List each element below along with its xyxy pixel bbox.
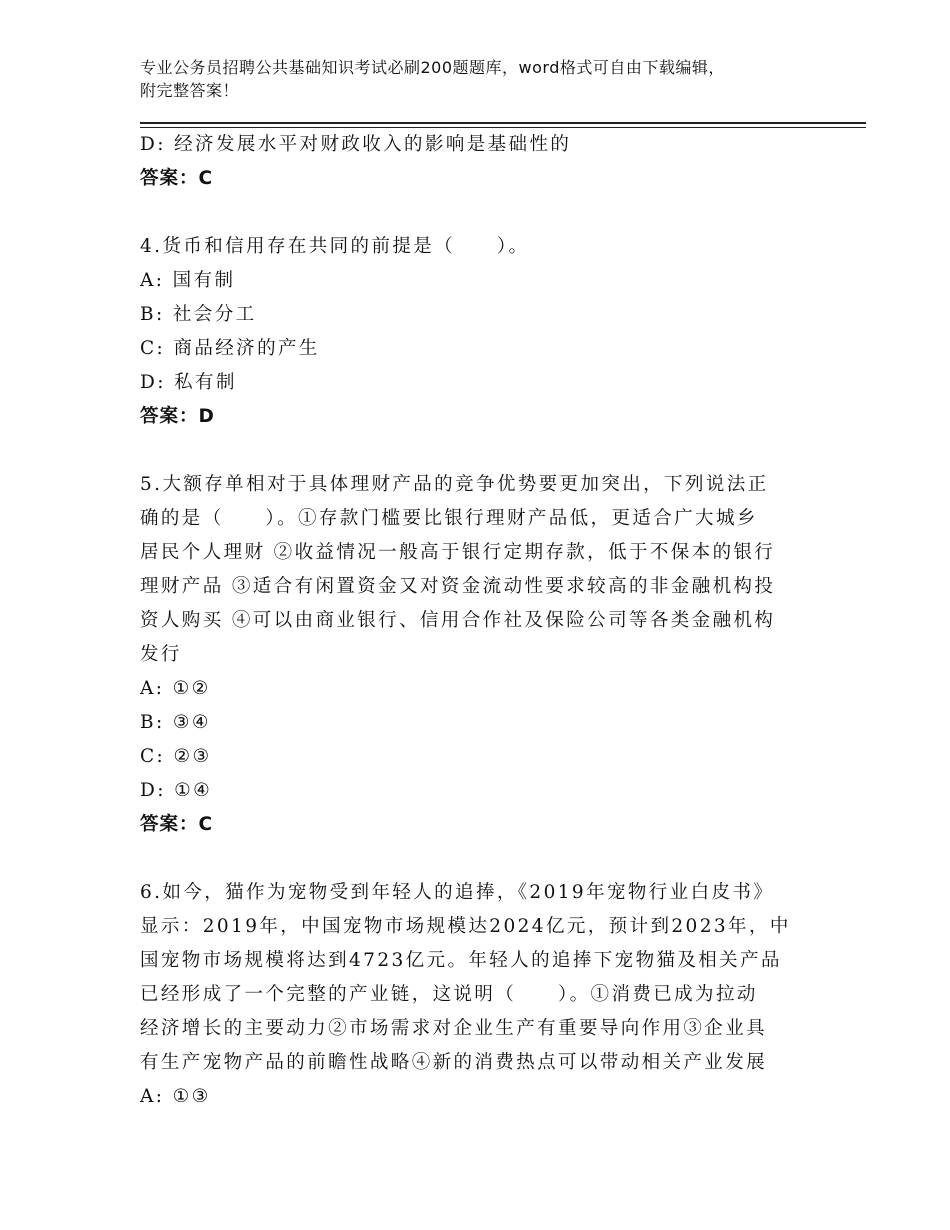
header-rule-thick bbox=[140, 122, 866, 124]
question-content bbox=[140, 128, 810, 1114]
q5-option-d: D: ①④ bbox=[140, 780, 213, 801]
q4-option-a: A: 国有制 bbox=[140, 270, 236, 291]
spacer bbox=[140, 196, 810, 230]
header-line-2: 附完整答案！ bbox=[140, 81, 240, 100]
q6-stem-line: 经济增长的主要动力②市场需求对企业生产有重要导向作用③企业具 bbox=[140, 1018, 768, 1039]
q4-option-d: D: 私有制 bbox=[140, 372, 237, 393]
header-line-1: 专业公务员招聘公共基础知识考试必刷200题题库，word格式可自由下载编辑， bbox=[140, 58, 725, 77]
q4-option-c: C: 商品经济的产生 bbox=[140, 338, 320, 359]
q6-stem-line: 6.如今，猫作为宠物受到年轻人的追捧，《2019年宠物行业白皮书》 bbox=[140, 882, 775, 903]
q3-answer: 答案：C bbox=[140, 168, 214, 189]
q4-option-b: B: 社会分工 bbox=[140, 304, 257, 325]
q5-option-b: B: ③④ bbox=[140, 712, 211, 733]
spacer bbox=[140, 842, 810, 876]
q6-stem-line: 已经形成了一个完整的产业链，这说明（ ）。①消费已成为拉动 bbox=[140, 984, 758, 1005]
q5-stem-line: 确的是（ ）。①存款门槛要比银行理财产品低，更适合广大城乡 bbox=[140, 508, 758, 529]
q5-stem-line: 发行 bbox=[140, 644, 182, 665]
q5-option-c: C: ②③ bbox=[140, 746, 212, 767]
q5-stem-line: 理财产品 ③适合有闲置资金又对资金流动性要求较高的非金融机构投 bbox=[140, 576, 776, 597]
document-header bbox=[140, 56, 820, 102]
q5-option-a: A: ①② bbox=[140, 678, 211, 699]
q6-stem-line: 国宠物市场规模将达到4723亿元。年轻人的追捧下宠物猫及相关产品 bbox=[140, 950, 782, 971]
q5-stem-line: 资人购买 ④可以由商业银行、信用合作社及保险公司等各类金融机构 bbox=[140, 610, 776, 631]
q5-stem-line: 居民个人理财 ②收益情况一般高于银行定期存款，低于不保本的银行 bbox=[140, 542, 776, 563]
q3-option-d: D: 经济发展水平对财政收入的影响是基础性的 bbox=[140, 134, 572, 155]
spacer bbox=[140, 434, 810, 468]
q6-stem-line: 显示：2019年，中国宠物市场规模达2024亿元，预计到2023年，中 bbox=[140, 916, 791, 937]
q6-stem-line: 有生产宠物产品的前瞻性战略④新的消费热点可以带动相关产业发展 bbox=[140, 1052, 768, 1073]
q5-stem-line: 5.大额存单相对于具体理财产品的竞争优势要更加突出，下列说法正 bbox=[140, 474, 769, 495]
q4-answer: 答案：D bbox=[140, 406, 215, 427]
q6-option-a: A: ①③ bbox=[140, 1086, 211, 1107]
q4-stem: 4.货币和信用存在共同的前提是（ ）。 bbox=[140, 236, 530, 257]
q5-answer: 答案：C bbox=[140, 814, 214, 835]
